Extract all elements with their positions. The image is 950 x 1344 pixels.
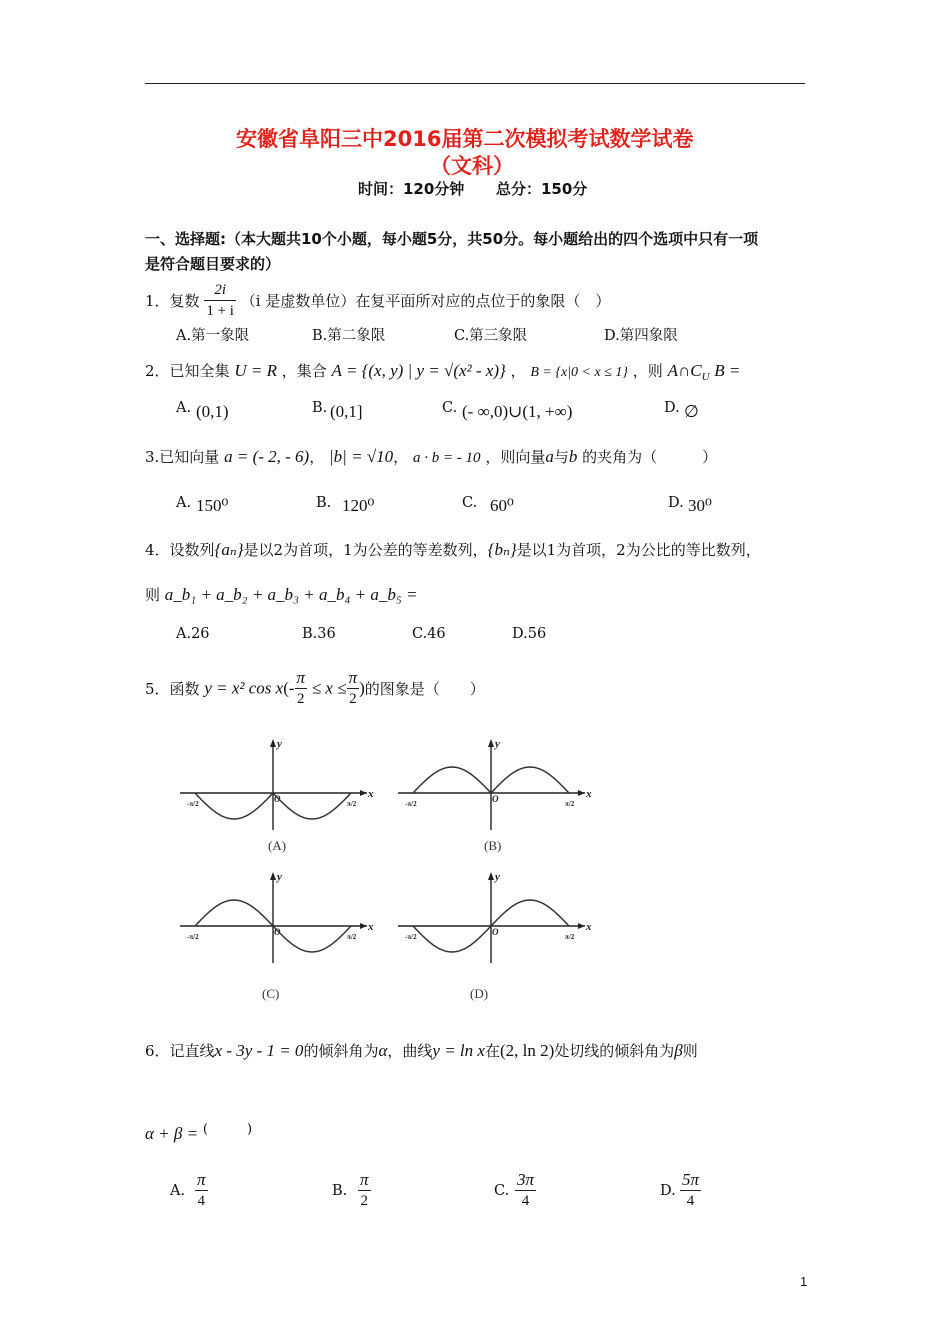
q3-option-b-value: 120⁰ [342, 496, 375, 515]
q6-stem: 6．记直线 [145, 1042, 215, 1060]
q2-expr-end: B = [714, 361, 741, 380]
q3-a: a [545, 447, 554, 466]
q6-mid2: ，曲线 [387, 1042, 433, 1060]
q2-stem: 2．已知全集 [145, 362, 230, 380]
q1-frac-num: 2i [204, 280, 236, 301]
q5-range-close: ) [359, 678, 365, 698]
exam-subtitle: （文科） [430, 154, 514, 178]
q3-option-c-label: C. [462, 495, 478, 511]
graph-a [175, 735, 375, 835]
q4-stem: 4．设数列 [145, 541, 215, 559]
question-6-line2 [145, 1118, 252, 1144]
q4-text-c: 是以1为首项，2为公比的等比数列， [516, 541, 761, 559]
q3-yu: 与 [553, 448, 569, 466]
origin-label: O [274, 927, 281, 937]
q4-option-b: B.36 [302, 626, 336, 642]
q4-option-d: D.56 [512, 626, 547, 642]
graph-c-caption: (C) [262, 986, 280, 1001]
q6-sum: α + β = [145, 1124, 199, 1143]
q4-seq-b: {bₙ} [487, 540, 517, 559]
q6-c-num: 3π [517, 1170, 535, 1189]
x-axis-label: x [368, 788, 374, 800]
q5-tail: 的图象是（ ） [364, 680, 485, 698]
q3-tail2: 的夹角为（ ） [582, 448, 718, 466]
q6-mid1: 的倾斜角为 [303, 1042, 379, 1060]
question-4-line1 [145, 539, 761, 560]
x-axis-label: x [368, 921, 374, 933]
q4-seq-a: {aₙ} [214, 540, 244, 559]
tick-right-label: π/2 [347, 933, 357, 941]
q6-option-c-label: C. [494, 1183, 510, 1199]
q6-option-a-value [195, 1170, 208, 1211]
q2-expr-sub: U [701, 371, 710, 383]
q6-option-b-value [358, 1170, 371, 1211]
q5-two-2: 2 [349, 691, 357, 707]
q6-d-num: 5π [682, 1170, 700, 1189]
q6-a-den: 4 [197, 1193, 206, 1209]
q6-option-c-value [515, 1170, 536, 1211]
q4-text-b: 是以2为首项，1为公差的等差数列， [243, 541, 488, 559]
graph-d-caption: (D) [470, 986, 489, 1001]
x-axis-label: x [586, 921, 592, 933]
origin-label: O [492, 794, 499, 804]
x-axis-label: x [586, 788, 592, 800]
q6-a-num: π [197, 1170, 206, 1189]
q3-option-b-label: B. [316, 495, 332, 511]
section-heading-line2: 是符合题目要求的） [145, 255, 281, 273]
question-2 [145, 360, 740, 383]
q1-frac-den: 1 + i [206, 303, 234, 319]
q1-option-a: A.第一象限 [176, 328, 250, 344]
section-heading-line1: 一、选择题:（本大题共10个小题，每小题5分，共50分。每小题给出的四个选项中只有一项 [145, 230, 759, 248]
q2-option-b-value: (0,1] [330, 402, 363, 421]
question-1 [145, 280, 610, 321]
q6-alpha: α [378, 1041, 388, 1060]
q3-tail: ，则向量 [485, 448, 546, 466]
question-4-line2 [145, 584, 417, 605]
q4-option-a: A.26 [176, 626, 210, 642]
graph-d [393, 868, 593, 968]
x-axis-arrow [360, 790, 367, 796]
q5-neg-pi-half [295, 668, 308, 709]
q4-sum-expr: a_b₁ + a_b₂ + a_b₃ + a_b₄ + a_b₅ = [164, 585, 418, 604]
q6-curve: y = ln x [432, 1041, 485, 1060]
q5-inequality: ≤ x ≤ [311, 678, 347, 698]
q2-option-c-label: C. [442, 400, 458, 416]
q2-universal-set: U = R [234, 361, 277, 380]
q4-then: 则 [145, 586, 161, 604]
origin-label: O [274, 794, 281, 804]
origin-label: O [492, 927, 499, 937]
y-axis-label: y [277, 871, 282, 883]
tick-left-label: -π/2 [187, 933, 199, 941]
q3-option-a-value: 150⁰ [196, 496, 229, 515]
q2-set-a: A = {(x, y) | y = √(x² - x)} [331, 361, 506, 380]
tick-right-label: π/2 [347, 800, 357, 808]
q1-stem: 1．复数 [145, 292, 200, 310]
q2-option-b-label: B. [312, 400, 328, 416]
q3-b: b [568, 447, 578, 466]
q6-point: (2, ln 2) [499, 1041, 555, 1060]
q6-beta: β [674, 1041, 683, 1060]
y-axis-arrow [488, 739, 494, 747]
q6-option-b-label: B. [332, 1183, 348, 1199]
exam-title: 安徽省阜阳三中2016届第二次模拟考试数学试卷 [236, 127, 694, 151]
q1-fraction [204, 280, 236, 321]
exam-time: 时间：120分钟 [358, 180, 465, 198]
question-3: 3.已知向量 a = (- 2, - 6)， |b| = √10， a · b = - 10 ，则向量a与b 的夹角为（ ） [145, 447, 718, 466]
q2-option-d-label: D. [664, 400, 680, 416]
q2-sep: ， [510, 362, 526, 380]
q5-two: 2 [297, 691, 305, 707]
page-number: 1 [800, 1274, 808, 1289]
q6-paren: ( ) [202, 1122, 253, 1137]
q6-mid3: 在 [484, 1042, 500, 1060]
graph-a-caption: (A) [268, 838, 287, 853]
q3-norm-b: |b| = √10 [329, 447, 394, 466]
q4-option-c: C.46 [412, 626, 446, 642]
y-axis-label: y [495, 738, 500, 750]
y-axis-arrow [270, 872, 276, 880]
q2-expr: A∩C [667, 361, 702, 380]
x-axis-arrow [578, 923, 585, 929]
q5-pi-2: π [348, 668, 358, 687]
q6-mid5: 则 [682, 1042, 698, 1060]
tick-right-label: π/2 [565, 800, 575, 808]
q5-stem: 5．函数 [145, 680, 200, 698]
q6-b-den: 2 [360, 1193, 369, 1209]
q6-mid4: 处切线的倾斜角为 [554, 1042, 675, 1060]
question-5 [145, 668, 485, 709]
q5-function: y = x² cos x [204, 678, 284, 698]
question-6-line1 [145, 1040, 698, 1061]
q1-tail: （i 是虚数单位）在复平面所对应的点位于的象限（ ） [240, 292, 611, 310]
exam-score: 总分：150分 [496, 180, 588, 198]
y-axis-arrow [488, 872, 494, 880]
q2-option-d-value: ∅ [684, 402, 699, 421]
graph-b [393, 735, 593, 835]
q3-option-d-label: D. [668, 495, 684, 511]
graph-c [175, 868, 375, 968]
q1-option-d: D.第四象限 [604, 328, 678, 344]
q5-pi-half [347, 668, 360, 709]
x-axis-arrow [360, 923, 367, 929]
q3-option-a-label: A. [176, 495, 192, 511]
q2-set-b: B = {x|0 < x ≤ 1} [530, 365, 628, 380]
q6-line-eq: x - 3y - 1 = 0 [214, 1041, 304, 1060]
q5-range-open: (- [283, 678, 295, 698]
q3-dot-product: a · b = - 10 [412, 450, 481, 466]
q1-option-b: B.第二象限 [312, 328, 386, 344]
tick-left-label: -π/2 [187, 800, 199, 808]
y-axis-arrow [270, 739, 276, 747]
q2-option-a-label: A. [176, 400, 192, 416]
header-rule [145, 83, 805, 84]
tick-left-label: -π/2 [405, 800, 417, 808]
q2-tail: ，则 [632, 362, 663, 380]
q6-option-d-value [680, 1170, 701, 1211]
y-axis-label: y [495, 871, 500, 883]
y-axis-label: y [277, 738, 282, 750]
q1-option-c: C.第三象限 [454, 328, 528, 344]
q3-stem: 3.已知向量 [145, 448, 220, 466]
tick-left-label: -π/2 [405, 933, 417, 941]
tick-right-label: π/2 [565, 933, 575, 941]
x-axis-arrow [578, 790, 585, 796]
graph-b-caption: (B) [484, 838, 502, 853]
q6-d-den: 4 [686, 1193, 695, 1209]
q6-b-num: π [360, 1170, 369, 1189]
q2-mid: ，集合 [281, 362, 327, 380]
q3-option-d-value: 30⁰ [688, 496, 712, 515]
q6-c-den: 4 [521, 1193, 530, 1209]
q2-option-c-value: (- ∞,0)∪(1, +∞) [462, 402, 573, 421]
q2-option-a-value: (0,1) [196, 402, 229, 421]
q6-option-a-label: A. [170, 1183, 186, 1199]
q3-vector-a: a = (- 2, - 6) [224, 447, 310, 466]
q3-option-c-value: 60⁰ [490, 496, 514, 515]
q6-option-d-label: D. [660, 1183, 676, 1199]
q5-pi: π [296, 668, 306, 687]
